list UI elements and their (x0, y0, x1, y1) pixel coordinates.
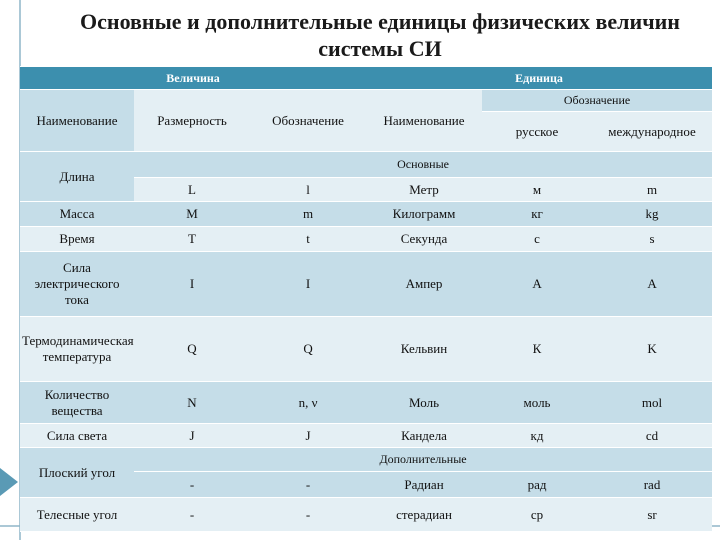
cell-russian: м (482, 178, 592, 202)
cell-russian: К (482, 317, 592, 382)
cell-international: A (592, 252, 712, 317)
cell-unit-name: Ампер (366, 252, 482, 317)
cell-dimension: Q (134, 317, 250, 382)
col-header-name: Наименование (20, 90, 134, 152)
cell-international: kg (592, 202, 712, 227)
row-name: Плоский угол (20, 448, 134, 498)
cell-russian: А (482, 252, 592, 317)
cell-symbol: t (250, 227, 366, 252)
cell-dimension: M (134, 202, 250, 227)
cell-international: m (592, 178, 712, 202)
table-row (20, 498, 712, 532)
row-name: Телесные угол (20, 498, 134, 532)
cell-symbol: Q (250, 317, 366, 382)
cell-international: cd (592, 424, 712, 448)
cell-international: sr (592, 498, 712, 532)
cell-unit-name: Радиан (366, 472, 482, 498)
table-row (20, 202, 712, 227)
cell-russian: ср (482, 498, 592, 532)
cell-dimension: N (134, 382, 250, 424)
cell-russian: кд (482, 424, 592, 448)
cell-dimension: J (134, 424, 250, 448)
cell-dimension: L (134, 178, 250, 202)
table-row (20, 227, 712, 252)
col-header-dimension: Размерность (134, 90, 250, 152)
cell-symbol: l (250, 178, 366, 202)
cell-symbol: I (250, 252, 366, 317)
row-name: Сила электрического тока (20, 252, 134, 317)
section-basic-label: Основные (134, 152, 712, 178)
section-row-additional (20, 448, 712, 472)
cell-dimension: - (134, 472, 250, 498)
table-subheader-row (20, 90, 712, 112)
header-unit: Единица (366, 67, 712, 90)
cell-russian: моль (482, 382, 592, 424)
cell-dimension: - (134, 498, 250, 532)
cell-russian: с (482, 227, 592, 252)
cell-symbol: n, ν (250, 382, 366, 424)
row-name: Количество вещества (20, 382, 134, 424)
cell-russian: кг (482, 202, 592, 227)
cell-unit-name: Моль (366, 382, 482, 424)
col-header-unit-name: Наименование (366, 90, 482, 152)
cell-unit-name: Метр (366, 178, 482, 202)
row-name: Термодинамическая температура (20, 317, 134, 382)
row-name: Сила света (20, 424, 134, 448)
table-row (20, 252, 712, 317)
corner-diamond-icon (0, 468, 18, 496)
table-row (20, 317, 712, 382)
section-additional-label: Дополнительные (134, 448, 712, 472)
col-header-unit-symbol: Обозначение (482, 90, 712, 112)
cell-dimension: I (134, 252, 250, 317)
cell-symbol: m (250, 202, 366, 227)
col-header-symbol: Обозначение (250, 90, 366, 152)
col-header-international: международное (592, 112, 712, 152)
cell-international: rad (592, 472, 712, 498)
cell-unit-name: Кандела (366, 424, 482, 448)
table-group-header (20, 67, 712, 90)
row-name: Время (20, 227, 134, 252)
section-row-basic (20, 152, 712, 178)
cell-dimension: T (134, 227, 250, 252)
col-header-russian: русское (482, 112, 592, 152)
table-row (20, 382, 712, 424)
cell-unit-name: стерадиан (366, 498, 482, 532)
cell-symbol: - (250, 498, 366, 532)
row-name: Длина (20, 152, 134, 202)
cell-unit-name: Кельвин (366, 317, 482, 382)
si-units-table (20, 66, 712, 532)
cell-symbol: - (250, 472, 366, 498)
page-title: Основные и дополнительные единицы физических величин системы СИ (80, 9, 680, 61)
cell-symbol: J (250, 424, 366, 448)
cell-international: mol (592, 382, 712, 424)
table-row (20, 424, 712, 448)
row-name: Масса (20, 202, 134, 227)
cell-international: s (592, 227, 712, 252)
header-quantity: Величина (20, 67, 366, 90)
cell-international: K (592, 317, 712, 382)
cell-unit-name: Килограмм (366, 202, 482, 227)
cell-russian: рад (482, 472, 592, 498)
cell-unit-name: Секунда (366, 227, 482, 252)
